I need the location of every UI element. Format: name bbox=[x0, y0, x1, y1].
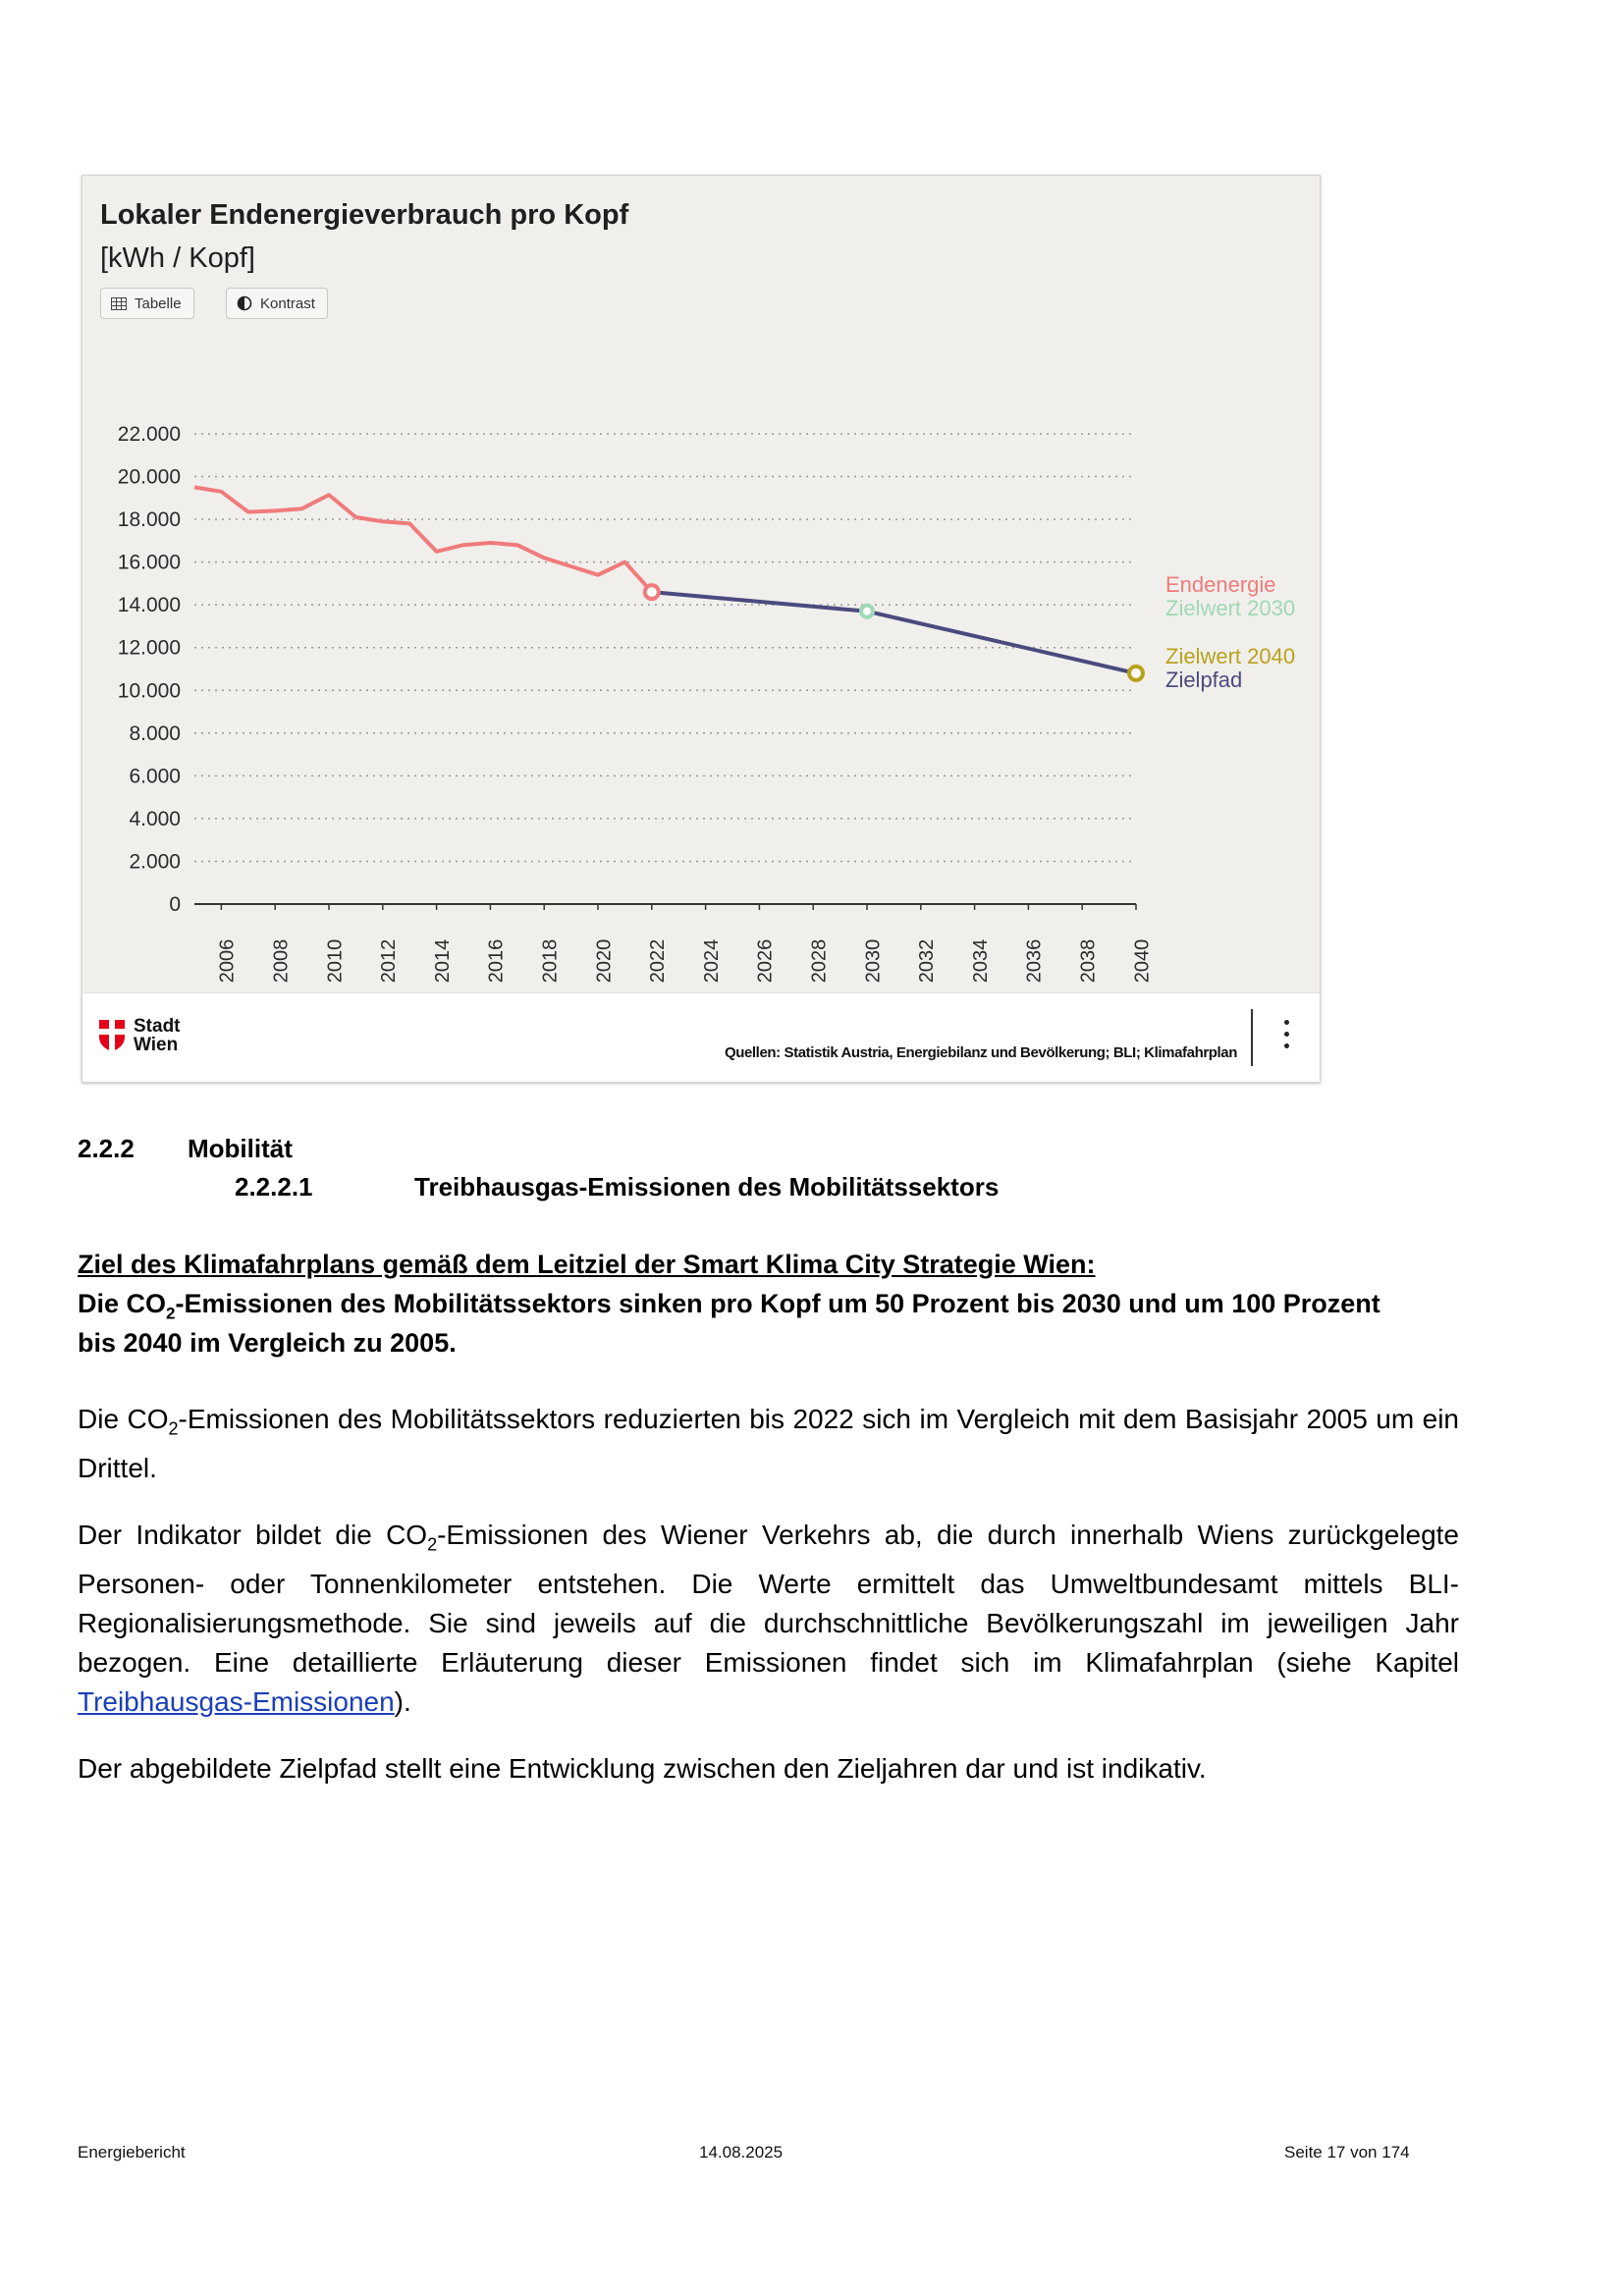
x-tick-label: 2012 bbox=[378, 938, 401, 984]
x-tick-label: 2028 bbox=[808, 938, 831, 984]
legend-label: Zielpfad bbox=[1165, 667, 1243, 692]
x-tick-label: 2038 bbox=[1077, 938, 1100, 984]
paragraph-1: Die $CO_2$-Emissionen des Mobilitätssektors reduzierten bis 2022 sich im Vergleich mit dem Basisjahr 2005 um ein Drittel. bbox=[78, 1404, 1460, 1483]
contrast-button[interactable] bbox=[226, 288, 328, 319]
footer-page-number: Seite 17 von 174 bbox=[1284, 2143, 1410, 2162]
footer-document-name: Energiebericht bbox=[78, 2143, 186, 2162]
x-tick-label: 2040 bbox=[1131, 938, 1154, 984]
endenergie-2022-marker bbox=[645, 585, 659, 599]
vienna-coat-of-arms-icon bbox=[98, 1019, 126, 1052]
goal-line-2: bis 2040 im Vergleich zu 2005. bbox=[78, 1328, 457, 1358]
y-tick-label: 4.000 bbox=[129, 807, 181, 830]
y-tick-label: 8.000 bbox=[129, 721, 181, 745]
subsection-title: Treibhausgas-Emissionen des Mobilitätssektors bbox=[414, 1172, 1000, 1201]
table-button[interactable] bbox=[100, 288, 194, 319]
section-number: 2.2.2 bbox=[78, 1134, 135, 1163]
x-tick-label: 2008 bbox=[270, 938, 293, 984]
y-tick-label: 16.000 bbox=[117, 551, 181, 574]
table-icon bbox=[111, 297, 127, 310]
x-tick-label: 2034 bbox=[969, 938, 992, 984]
y-tick-label: 18.000 bbox=[117, 508, 181, 532]
paragraph-2: Der Indikator bildet die $CO_2$-Emissionen des Wiener Verkehrs ab, die durch innerhalb Wiens zurückgelegte Personen- oder Tonnenkilometer entstehen. Die Werte ermittelt das Umweltbundesamt mittels BLI-Regionalisierungsmethode. Sie sind jeweils auf die durchschnittliche Bevölkerungszahl im jeweiligen Jahr bezogen. Eine detaillierte Erläuterung dieser Emissionen findet sich im Klimafahrplan (siehe Kapitel Treibhausgas-Emissionen). bbox=[78, 1520, 1459, 1717]
chart-footer bbox=[82, 992, 1320, 1082]
logo-line-1: Stadt bbox=[134, 1016, 181, 1037]
logo-line-2: Wien bbox=[134, 1035, 179, 1055]
x-tick-label: 2014 bbox=[431, 938, 454, 984]
chart-card bbox=[81, 175, 1321, 1083]
contrast-button-label: Kontrast bbox=[260, 294, 315, 312]
x-tick-label: 2032 bbox=[916, 938, 939, 984]
x-tick-label: 2022 bbox=[647, 938, 670, 984]
x-tick-label: 2016 bbox=[485, 938, 508, 984]
x-tick-label: 2030 bbox=[862, 938, 885, 984]
x-tick-label: 2010 bbox=[324, 938, 347, 984]
y-tick-label: 12.000 bbox=[117, 636, 181, 660]
y-tick-label: 0 bbox=[169, 893, 181, 916]
legend-label: Zielwert 2040 bbox=[1165, 644, 1296, 668]
y-tick-label: 10.000 bbox=[117, 679, 181, 703]
chart-title: Lokaler Endenergieverbrauch pro Kopf bbox=[100, 199, 629, 231]
goal-heading: Ziel des Klimafahrplans gemäß dem Leitziel der Smart Klima City Strategie Wien: bbox=[78, 1250, 1096, 1279]
x-tick-label: 2036 bbox=[1023, 938, 1046, 984]
table-button-label: Tabelle bbox=[135, 294, 182, 312]
subsection-number: 2.2.2.1 bbox=[235, 1172, 313, 1201]
series-line-endenergie bbox=[194, 487, 652, 592]
chart-menu-button[interactable] bbox=[1282, 1017, 1290, 1060]
x-tick-label: 2024 bbox=[700, 938, 723, 984]
y-tick-label: 14.000 bbox=[117, 594, 181, 617]
legend-label: Endenergie bbox=[1165, 572, 1276, 597]
y-tick-label: 22.000 bbox=[117, 423, 181, 446]
zielwert-2040-marker bbox=[1129, 667, 1143, 680]
footer-date: 14.08.2025 bbox=[699, 2143, 784, 2162]
stadt-wien-logo bbox=[98, 1017, 181, 1054]
x-tick-label: 2026 bbox=[754, 938, 777, 984]
section-title: Mobilität bbox=[188, 1134, 293, 1163]
y-tick-label: 20.000 bbox=[117, 465, 181, 489]
y-tick-label: 2.000 bbox=[129, 850, 181, 874]
y-tick-label: 6.000 bbox=[129, 765, 181, 788]
chart-sources: Quellen: Statistik Austria, Energiebilanz und Bevölkerung; BLI; Klimafahrplan bbox=[724, 1044, 1237, 1061]
goal-line-1: Die $CO_2$-Emissionen des Mobilitätssektors sinken pro Kopf um 50 Prozent bis 2030 und um 100 Prozent bbox=[78, 1289, 1380, 1323]
contrast-icon bbox=[237, 295, 252, 311]
x-tick-label: 2018 bbox=[539, 938, 562, 984]
link-treibhausgas-emissionen[interactable]: Treibhausgas-Emissionen bbox=[78, 1685, 395, 1717]
footer-divider bbox=[1251, 1009, 1253, 1066]
x-tick-label: 2006 bbox=[216, 938, 239, 984]
x-tick-label: 2020 bbox=[593, 938, 616, 984]
chart-unit: [kWh / Kopf] bbox=[100, 242, 255, 274]
paragraph-3: Der abgebildete Zielpfad stellt eine Entwicklung zwischen den Zieljahren dar und ist indikativ. bbox=[78, 1753, 1207, 1784]
legend-label: Zielwert 2030 bbox=[1165, 596, 1296, 620]
zielwert-2030-marker bbox=[861, 606, 873, 617]
